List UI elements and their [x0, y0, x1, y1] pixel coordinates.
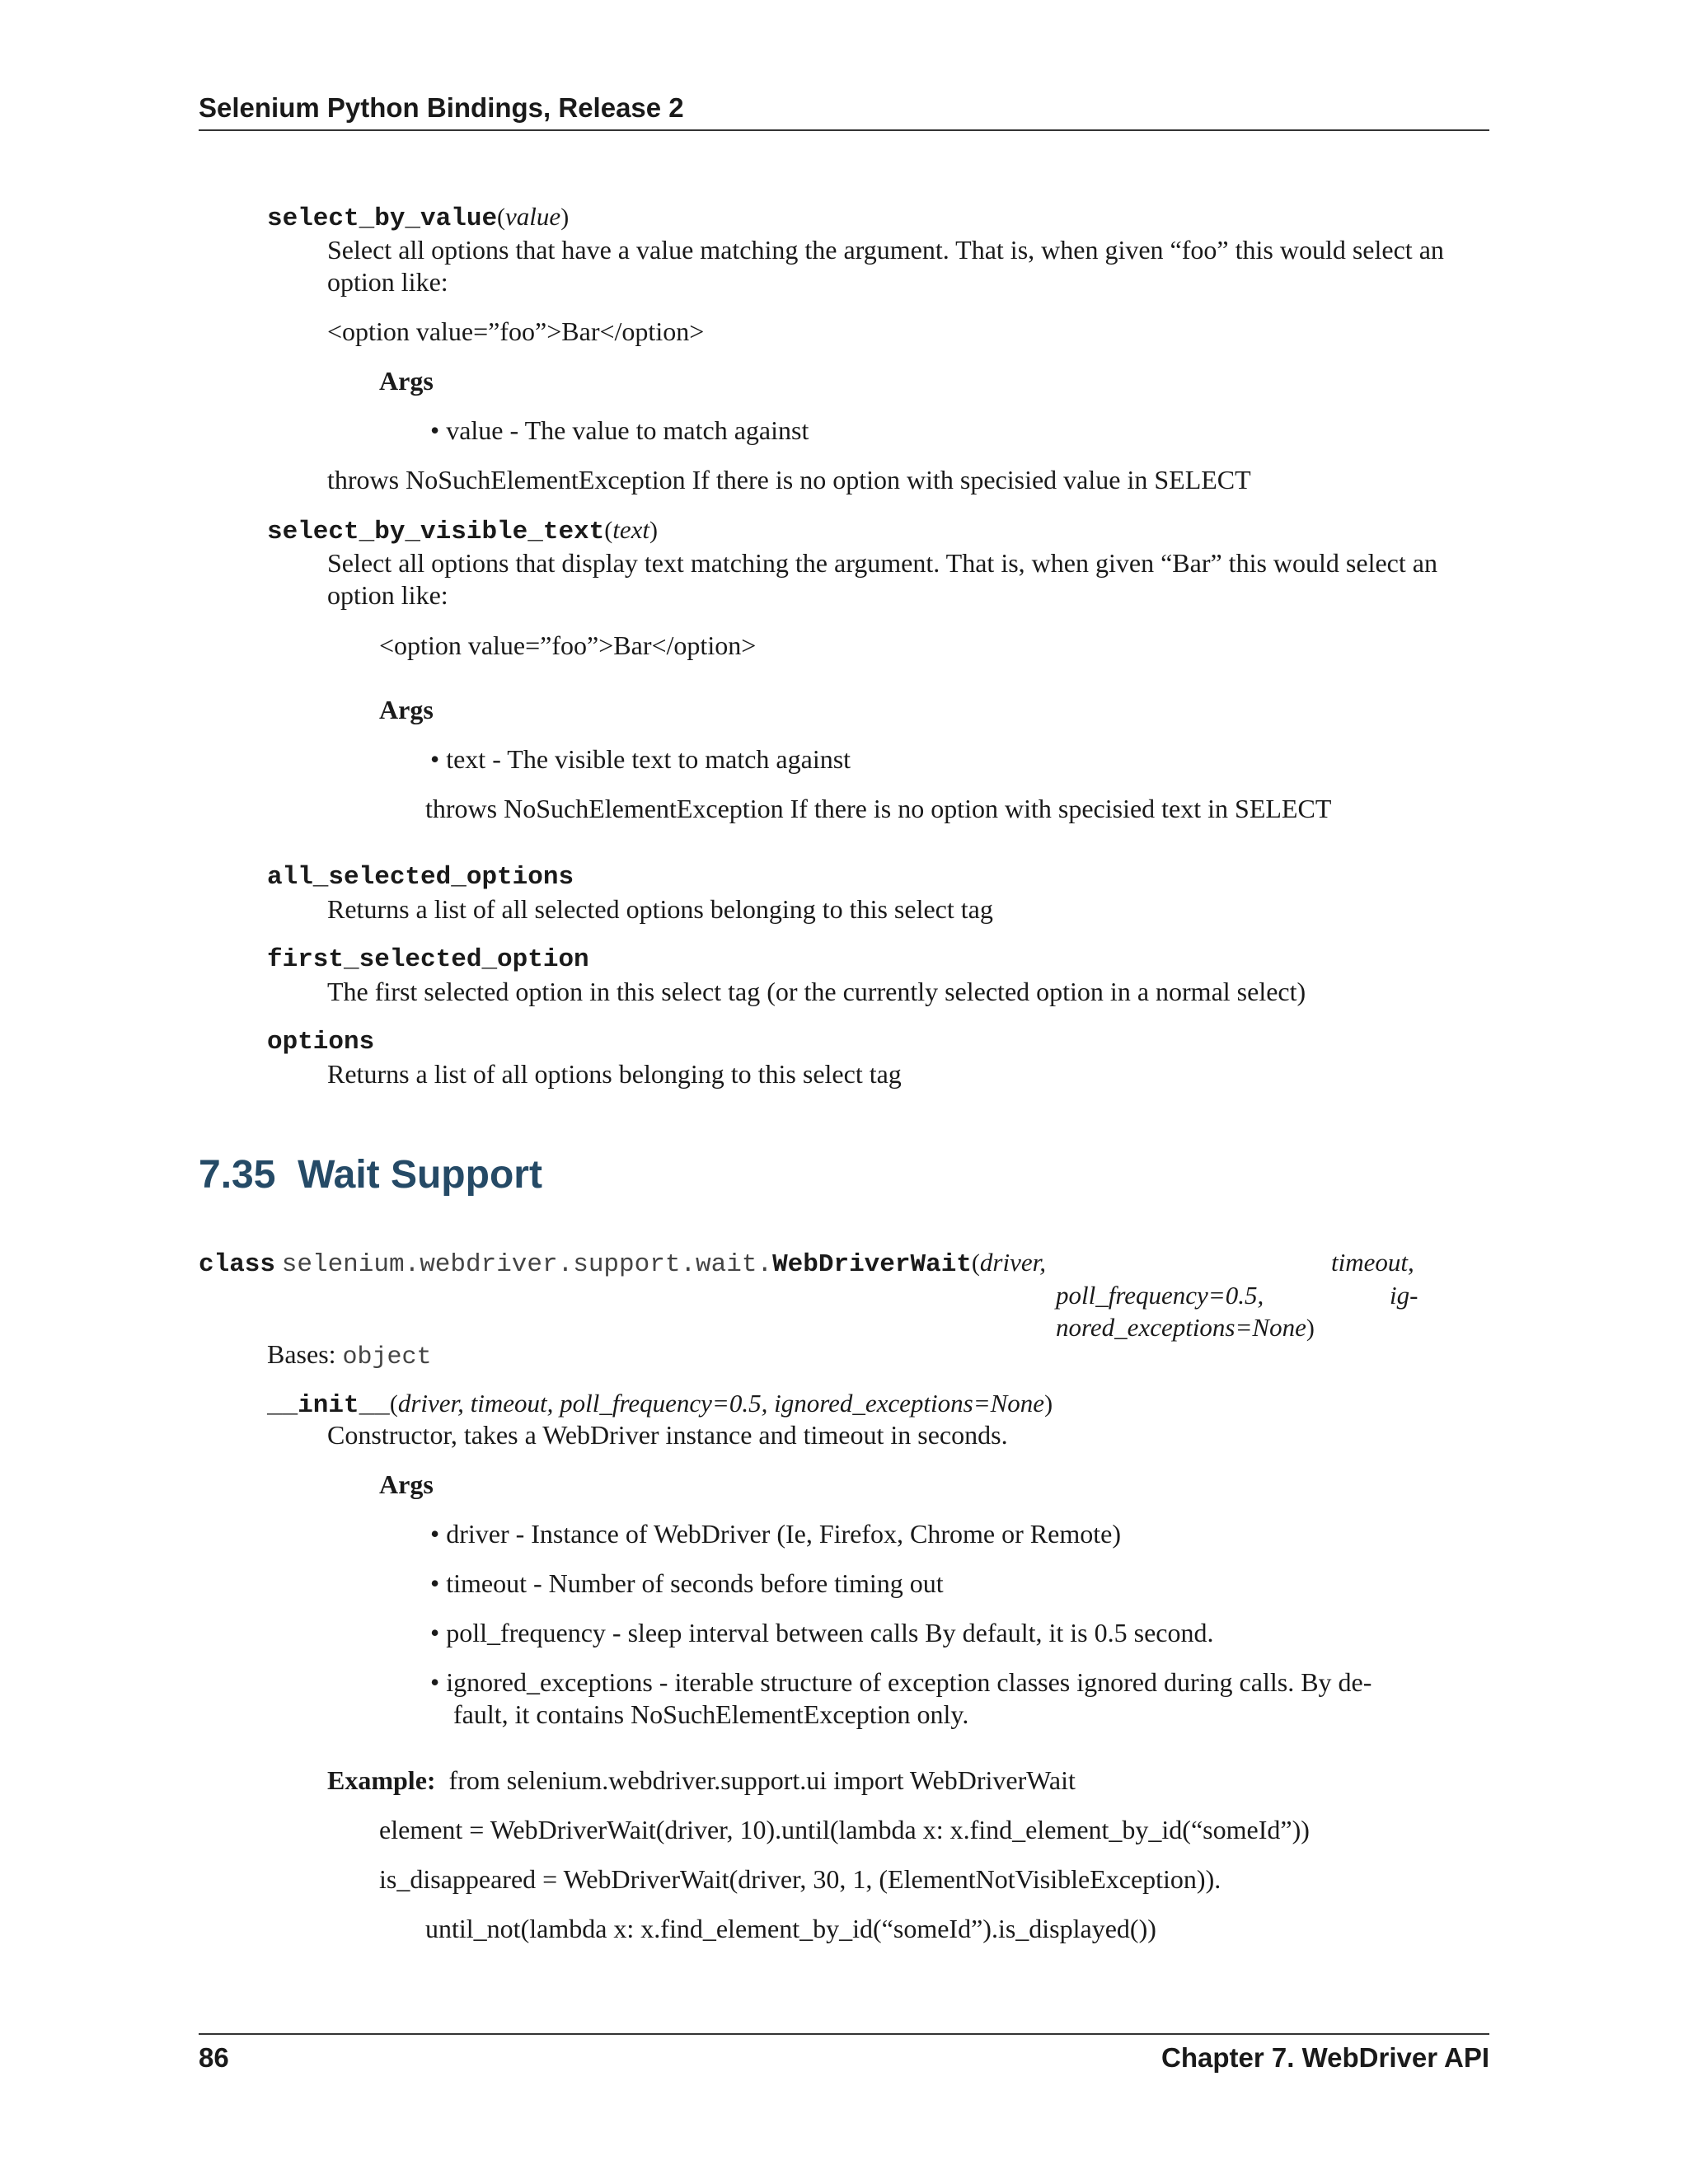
bullet-icon: •: [430, 415, 447, 445]
example-code: is_disappeared = WebDriverWait(driver, 30, 1, (ElementNotVisibleException)).: [379, 1864, 1221, 1894]
example-code: from selenium.webdriver.support.ui import WebDriverWait: [448, 1765, 1076, 1795]
args-heading: Args: [379, 366, 434, 396]
throws-note: throws NoSuchElementException If there is no option with specisied value in SELECT: [327, 465, 1251, 494]
property-name-options: options: [267, 1028, 375, 1057]
arg-list-item: • value - The value to match against: [430, 415, 809, 445]
method-description-cont: option like:: [327, 580, 448, 610]
method-params: driver, timeout, poll_frequency=0.5, ignored_exceptions=None: [397, 1389, 1045, 1418]
bases-label: Bases:: [267, 1339, 336, 1369]
arg-list-item-cont: fault, it contains NoSuchElementException only.: [453, 1699, 969, 1729]
class-module: selenium.webdriver.support.wait.: [281, 1250, 773, 1279]
method-name: select_by_value: [267, 204, 498, 233]
class-bases: [267, 1339, 432, 1371]
param-nored-wrap: nored_exceptions=None): [1056, 1313, 1315, 1342]
arg-list-item: • ignored_exceptions - iterable structure of exception classes ignored during calls. By de-: [430, 1667, 1372, 1697]
class-keyword: class: [199, 1250, 276, 1279]
param-driver: driver,: [979, 1248, 1046, 1277]
section-heading: [199, 1152, 542, 1197]
running-header: Selenium Python Bindings, Release 2: [199, 92, 684, 123]
example-label: Example:: [327, 1765, 436, 1795]
method-signature-select-by-visible-text: select_by_visible_text(text): [267, 515, 659, 546]
method-name: __init__: [267, 1391, 390, 1420]
example-markup: <option value=”foo”>Bar</option>: [327, 316, 705, 346]
property-description: Returns a list of all options belonging to this select tag: [327, 1059, 902, 1089]
arg-list-item: • text - The visible text to match against: [430, 744, 851, 774]
property-name-all-selected-options: all_selected_options: [267, 863, 574, 892]
example-code: element = WebDriverWait(driver, 10).until(lambda x: x.find_element_by_id(“someId”)): [379, 1815, 1310, 1844]
method-description: Select all options that display text matching the argument. That is, when given “Bar” this would select an: [327, 548, 1437, 578]
arg-list-item: • timeout - Number of seconds before timing out: [430, 1568, 944, 1598]
property-description: The first selected option in this select tag (or the currently selected option in a normal select): [327, 977, 1306, 1006]
bases-value: object: [342, 1343, 432, 1371]
method-params: value: [505, 202, 561, 231]
property-name-first-selected-option: first_selected_option: [267, 945, 589, 974]
bullet-icon: •: [430, 744, 447, 774]
footer-rule: [199, 2033, 1489, 2035]
class-name: WebDriverWait: [772, 1250, 972, 1279]
param-ignored-hyphen: ig-: [1390, 1281, 1418, 1310]
bullet-icon: •: [430, 1618, 447, 1647]
bullet-icon: •: [430, 1519, 447, 1549]
property-description: Returns a list of all selected options belonging to this select tag: [327, 894, 993, 924]
bullet-icon: •: [430, 1568, 447, 1598]
param-poll-frequency: poll_frequency=0.5,: [1056, 1281, 1264, 1310]
example-code: until_not(lambda x: x.find_element_by_id(“someId”).is_displayed()): [425, 1914, 1156, 1943]
class-signature: class selenium.webdriver.support.wait.WebDriverWait(driver,: [199, 1248, 1046, 1279]
section-number: 7.35: [199, 1153, 276, 1197]
method-name: select_by_visible_text: [267, 518, 605, 546]
method-signature-select-by-value: select_by_value(value): [267, 202, 570, 233]
bullet-icon: •: [430, 1667, 447, 1697]
param-ig-wrap: [1390, 1281, 1418, 1310]
throws-note: throws NoSuchElementException If there is no option with specisied text in SELECT: [425, 794, 1332, 823]
method-description: Constructor, takes a WebDriver instance and timeout in seconds.: [327, 1420, 1008, 1450]
param-timeout-wrap: [1331, 1248, 1414, 1277]
method-description-cont: option like:: [327, 267, 448, 297]
args-heading: Args: [379, 695, 434, 724]
header-rule: [199, 129, 1489, 131]
arg-list-item: • driver - Instance of WebDriver (Ie, Firefox, Chrome or Remote): [430, 1519, 1121, 1549]
args-heading: Args: [379, 1469, 434, 1499]
method-params: text: [612, 515, 650, 544]
page-number: 86: [199, 2042, 229, 2073]
param-ignored-exceptions: nored_exceptions=None: [1056, 1313, 1306, 1342]
chapter-title: Chapter 7. WebDriver API: [1161, 2042, 1489, 2073]
method-signature-init: __init__(driver, timeout, poll_frequency=0.5, ignored_exceptions=None): [267, 1389, 1053, 1420]
param-poll-wrap: [1056, 1281, 1264, 1310]
method-description: Select all options that have a value matching the argument. That is, when given “foo” this would select an: [327, 235, 1444, 265]
example-markup: <option value=”foo”>Bar</option>: [379, 630, 757, 660]
param-timeout: timeout,: [1331, 1248, 1414, 1277]
example-block: [327, 1765, 1076, 1796]
section-title: Wait Support: [298, 1153, 542, 1197]
arg-list-item: • poll_frequency - sleep interval between calls By default, it is 0.5 second.: [430, 1618, 1214, 1647]
